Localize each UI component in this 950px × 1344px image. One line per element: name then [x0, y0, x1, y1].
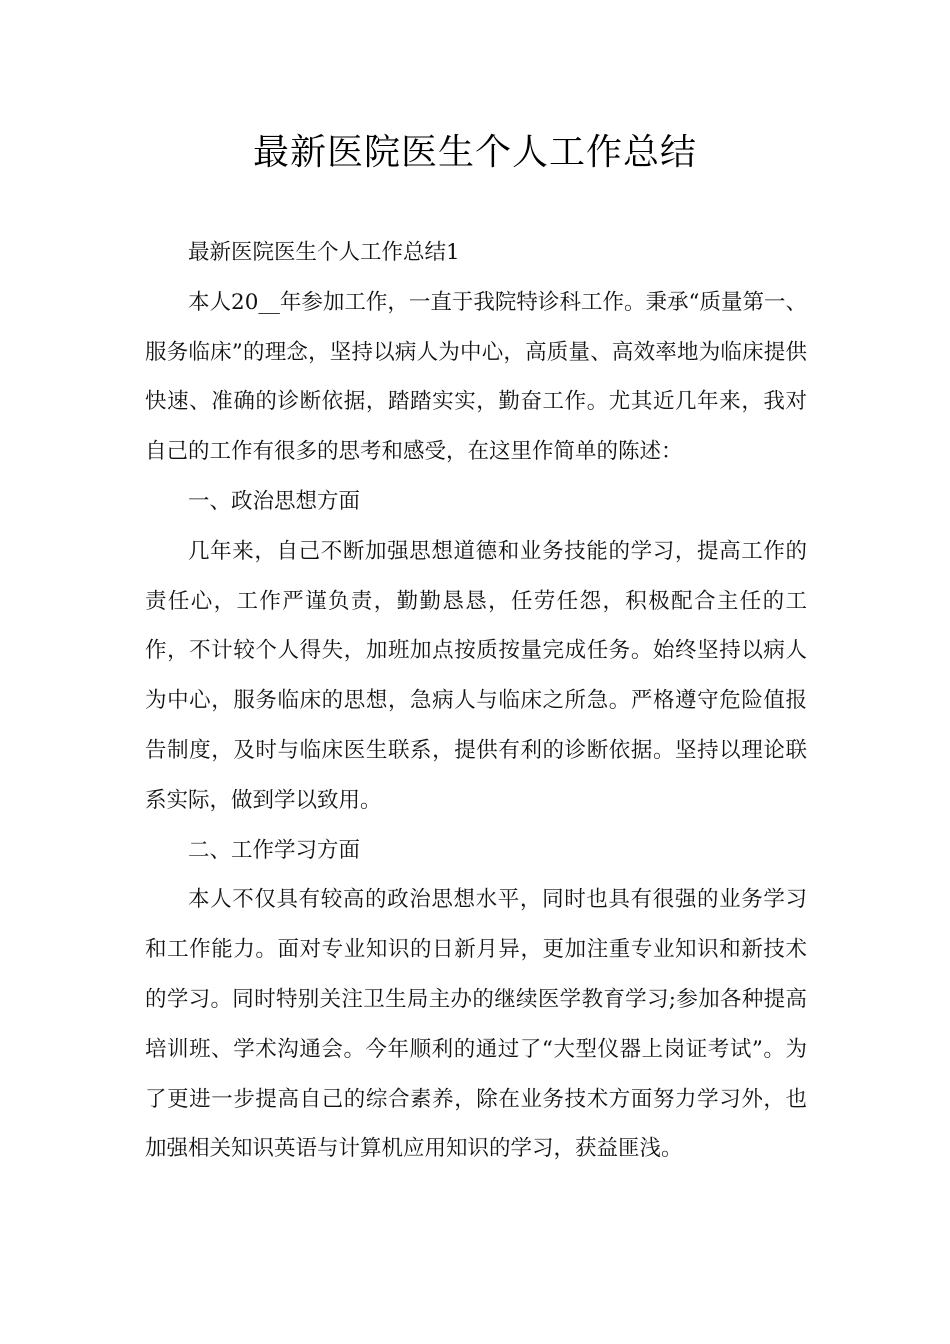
document-title: 最新医院医生个人工作总结	[252, 132, 697, 173]
political-paragraph: 几年来，自己不断加强思想道德和业务技能的学习，提高工作的责任心，工作严谨负责，勤勤恳恳，任劳任怨，积极配合主任的工作，不计较个人得失，加班加点按质按量完成任务。始终坚持以病人为中心，服务临床的思想，急病人与临床之所急。严格遵守危险值报告制度，及时与临床医生联系，提供有利的诊断依据。坚持以理论联系实际，做到学以致用。	[145, 538, 807, 813]
section-heading-political: 一、政治思想方面	[188, 488, 361, 514]
work-study-paragraph: 本人不仅具有较高的政治思想水平，同时也具有很强的业务学习和工作能力。面对专业知识的日新月异，更加注重专业知识和新技术的学习。同时特别关注卫生局主办的继续医学教育学习;参加各种提高培训班、学术沟通会。今年顺利的通过了“大型仪器上岗证考试”。为了更进一步提高自己的综合素养，除在业务技术方面努力学习外，也加强相关知识英语与计算机应用知识的学习，获益匪浅。	[145, 887, 807, 1162]
subtitle-paragraph: 最新医院医生个人工作总结1	[188, 240, 460, 265]
intro-paragraph: 本人20__年参加工作，一直于我院特诊科工作。秉承“质量第一、服务临床”的理念，坚持以病人为中心，高质量、高效率地为临床提供快速、准确的诊断依据，踏踏实实，勤奋工作。尤其近几年来，我对自己的工作有很多的思考和感受，在这里作简单的陈述：	[145, 289, 807, 465]
document-body	[145, 228, 807, 1174]
section-heading-work-study: 二、工作学习方面	[188, 837, 361, 863]
